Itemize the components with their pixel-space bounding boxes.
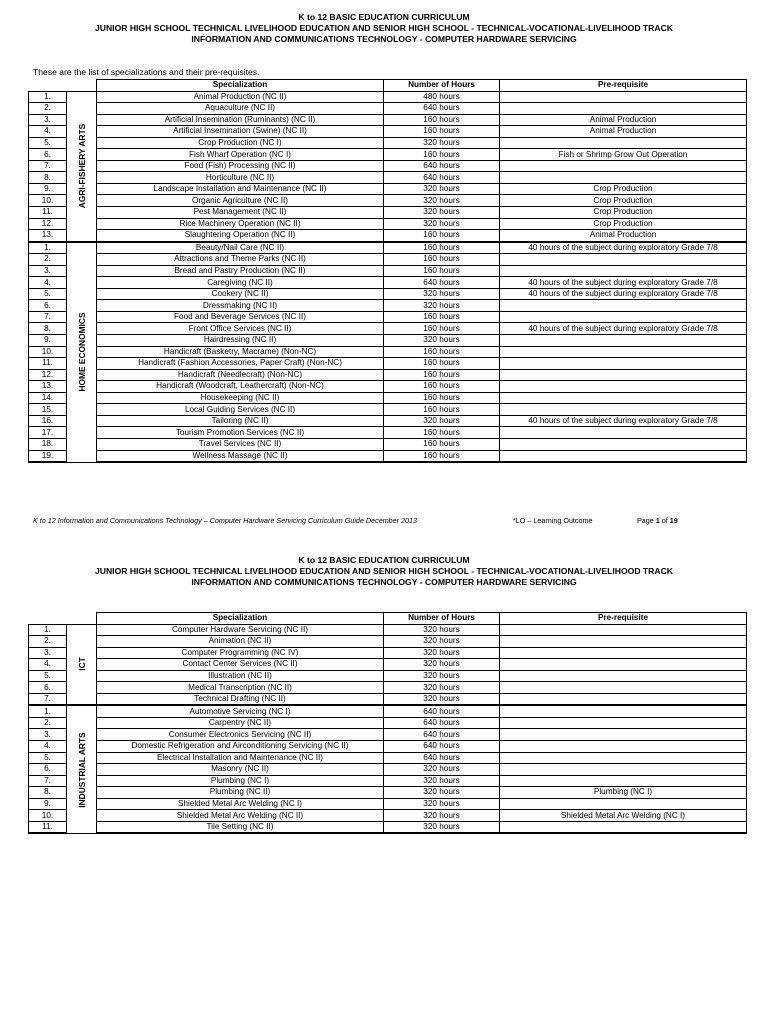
page-current: 1 (655, 516, 660, 525)
specialization-cell: Carpentry (NC II) (97, 717, 384, 729)
prerequisite-cell: Plumbing (NC I) (500, 787, 747, 799)
hours-cell: 320 hours (384, 137, 500, 149)
hours-cell: 320 hours (384, 415, 500, 427)
row-number: 19. (29, 450, 67, 462)
specialization-cell: Front Office Services (NC II) (97, 323, 384, 335)
specialization-cell: Handicraft (Needlecraft) (Non-NC) (97, 369, 384, 381)
hours-cell: 160 hours (384, 230, 500, 242)
hours-cell: 320 hours (384, 821, 500, 833)
row-number: 5. (29, 670, 67, 682)
hours-cell: 640 hours (384, 729, 500, 741)
specialization-cell: Food (Fish) Processing (NC II) (97, 160, 384, 172)
row-number: 7. (29, 311, 67, 323)
row-number: 1. (29, 91, 67, 103)
row-number: 6. (29, 300, 67, 312)
prerequisite-cell (500, 717, 747, 729)
specialization-cell: Contact Center Services (NC II) (97, 659, 384, 671)
specialization-cell: Animal Production (NC II) (97, 91, 384, 103)
table-row (29, 729, 747, 741)
row-number: 4. (29, 277, 67, 289)
prerequisite-cell: Fish or Shrimp Grow Out Operation (500, 149, 747, 161)
specialization-cell: Food and Beverage Services (NC II) (97, 311, 384, 323)
hours-cell: 320 hours (384, 810, 500, 822)
prerequisite-cell (500, 705, 747, 717)
specialization-cell: Rice Machinery Operation (NC II) (97, 218, 384, 230)
hours-cell: 640 hours (384, 705, 500, 717)
specialization-cell: Slaughtering Operation (NC II) (97, 230, 384, 242)
specialization-cell: Hairdressing (NC II) (97, 335, 384, 347)
prerequisite-cell: Crop Production (500, 207, 747, 219)
row-number: 12. (29, 369, 67, 381)
prerequisite-cell (500, 636, 747, 648)
prerequisite-cell: Crop Production (500, 183, 747, 195)
hours-cell: 320 hours (384, 647, 500, 659)
prerequisite-cell (500, 729, 747, 741)
category-cell (67, 624, 97, 705)
row-number: 1. (29, 705, 67, 717)
prerequisite-cell: 40 hours of the subject during exploratory Grade 7/8 (500, 277, 747, 289)
header-line-1: K to 12 BASIC EDUCATION CURRICULUM (298, 555, 470, 565)
table-row (29, 752, 747, 764)
specialization-cell: Tourism Promotion Services (NC II) (97, 427, 384, 439)
page-of: of (659, 516, 670, 525)
hours-cell: 160 hours (384, 254, 500, 266)
prerequisite-cell: 40 hours of the subject during exploratory Grade 7/8 (500, 415, 747, 427)
category-cell (67, 705, 97, 833)
hours-cell: 320 hours (384, 195, 500, 207)
hours-cell: 160 hours (384, 126, 500, 138)
row-number: 2. (29, 717, 67, 729)
specialization-cell: Local Guiding Services (NC II) (97, 404, 384, 416)
row-number: 8. (29, 172, 67, 184)
specialization-cell: Handicraft (Basketry, Macrame) (Non-NC) (97, 346, 384, 358)
row-number: 17. (29, 427, 67, 439)
specialization-cell: Shielded Metal Arc Welding (NC II) (97, 810, 384, 822)
specialization-cell: Medical Transcription (NC II) (97, 682, 384, 694)
row-number: 10. (29, 195, 67, 207)
table-row (29, 810, 747, 822)
document-header-page-2 (0, 555, 768, 588)
hours-cell: 320 hours (384, 207, 500, 219)
specialization-cell: Landscape Installation and Maintenance (NC II) (97, 183, 384, 195)
table-row (29, 682, 747, 694)
prerequisite-cell (500, 624, 747, 636)
row-number: 7. (29, 775, 67, 787)
row-number: 5. (29, 137, 67, 149)
specialization-cell: Computer Programming (NC IV) (97, 647, 384, 659)
row-number: 4. (29, 659, 67, 671)
prerequisite-cell (500, 741, 747, 753)
hours-cell: 320 hours (384, 300, 500, 312)
row-number: 3. (29, 265, 67, 277)
specialization-cell: Artificial Insemination (Swine) (NC II) (97, 126, 384, 138)
row-number: 3. (29, 729, 67, 741)
row-number: 7. (29, 160, 67, 172)
row-number: 3. (29, 114, 67, 126)
row-number: 5. (29, 288, 67, 300)
column-header-hours: Number of Hours (384, 613, 500, 625)
prerequisite-cell: 40 hours of the subject during exploratory Grade 7/8 (500, 242, 747, 254)
hours-cell: 320 hours (384, 288, 500, 300)
table-header-row (29, 613, 747, 625)
hours-cell: 160 hours (384, 358, 500, 370)
row-number: 10. (29, 810, 67, 822)
table-row (29, 717, 747, 729)
specialization-cell: Attractions and Theme Parks (NC II) (97, 254, 384, 266)
row-number: 2. (29, 103, 67, 115)
hours-cell: 160 hours (384, 346, 500, 358)
specialization-cell: Masonry (NC II) (97, 764, 384, 776)
table-row (29, 787, 747, 799)
hours-cell: 320 hours (384, 659, 500, 671)
hours-cell: 320 hours (384, 682, 500, 694)
hours-cell: 640 hours (384, 172, 500, 184)
table-row (29, 741, 747, 753)
header-line-2: JUNIOR HIGH SCHOOL TECHNICAL LIVELIHOOD EDUCATION AND SENIOR HIGH SCHOOL - TECHNICAL-VOCATIONAL-LIVELIHOOD TRACK (94, 23, 673, 33)
specialization-cell: Horticulture (NC II) (97, 172, 384, 184)
column-header-prerequisite: Pre-requisite (500, 613, 747, 625)
row-number: 7. (29, 693, 67, 705)
table-row (29, 636, 747, 648)
hours-cell: 640 hours (384, 103, 500, 115)
prerequisite-cell (500, 647, 747, 659)
hours-cell: 160 hours (384, 427, 500, 439)
row-number: 4. (29, 741, 67, 753)
specialization-table-2 (28, 612, 747, 834)
row-number: 1. (29, 624, 67, 636)
row-number: 3. (29, 647, 67, 659)
footer-learning-outcome-note: *LO – Learning Outcome (513, 516, 593, 525)
footer-guide-title: K to 12 Information and Communications Technology – Computer Hardware Servicing Curriculum Guide December 2013 (33, 516, 418, 525)
table-row (29, 670, 747, 682)
specialization-cell: Bread and Pastry Production (NC II) (97, 265, 384, 277)
specialization-cell: Illustration (NC II) (97, 670, 384, 682)
row-number: 10. (29, 346, 67, 358)
table-row (29, 798, 747, 810)
prerequisite-cell: Animal Production (500, 114, 747, 126)
specialization-cell: Wellness Massage (NC II) (97, 450, 384, 462)
hours-cell: 160 hours (384, 242, 500, 254)
table-row (29, 775, 747, 787)
row-number: 6. (29, 149, 67, 161)
table-row (29, 624, 747, 636)
prerequisite-cell: Crop Production (500, 218, 747, 230)
specialization-cell: Tile Setting (NC II) (97, 821, 384, 833)
table-row (29, 705, 747, 717)
row-number: 9. (29, 335, 67, 347)
hours-cell: 320 hours (384, 670, 500, 682)
row-number: 4. (29, 126, 67, 138)
specialization-cell: Computer Hardware Servicing (NC II) (97, 624, 384, 636)
prerequisite-cell (500, 764, 747, 776)
prerequisite-cell (500, 821, 747, 833)
specialization-cell: Crop Production (NC I) (97, 137, 384, 149)
hours-cell: 640 hours (384, 741, 500, 753)
hours-cell: 320 hours (384, 764, 500, 776)
specialization-cell: Pest Management (NC II) (97, 207, 384, 219)
specialization-cell: Domestic Refrigeration and Airconditioning Servicing (NC II) (97, 741, 384, 753)
specialization-cell: Technical Drafting (NC II) (97, 693, 384, 705)
intro-text: These are the list of specializations and their pre-requisites. (33, 67, 260, 77)
header-line-3: INFORMATION AND COMMUNICATIONS TECHNOLOGY - COMPUTER HARDWARE SERVICING (191, 577, 577, 587)
prerequisite-cell (500, 682, 747, 694)
row-number: 8. (29, 787, 67, 799)
prerequisite-cell: Shielded Metal Arc Welding (NC I) (500, 810, 747, 822)
hours-cell: 160 hours (384, 265, 500, 277)
category-label: HOME ECONOMICS (76, 312, 87, 392)
table-row (29, 659, 747, 671)
specialization-cell: Artificial Insemination (Ruminants) (NC II) (97, 114, 384, 126)
hours-cell: 160 hours (384, 450, 500, 462)
table-row (29, 693, 747, 705)
row-number: 12. (29, 218, 67, 230)
hours-cell: 160 hours (384, 149, 500, 161)
column-header-specialization: Specialization (97, 80, 384, 92)
specialization-cell: Travel Services (NC II) (97, 438, 384, 450)
hours-cell: 640 hours (384, 277, 500, 289)
specialization-cell: Tailoring (NC II) (97, 415, 384, 427)
row-number: 2. (29, 636, 67, 648)
hours-cell: 320 hours (384, 693, 500, 705)
row-number: 6. (29, 764, 67, 776)
row-number: 13. (29, 230, 67, 242)
table-row (29, 821, 747, 833)
prerequisite-cell: Animal Production (500, 126, 747, 138)
prerequisite-cell: Crop Production (500, 195, 747, 207)
table-2-body (29, 624, 747, 833)
specialization-cell: Cookery (NC II) (97, 288, 384, 300)
row-number: 14. (29, 392, 67, 404)
specialization-cell: Caregiving (NC II) (97, 277, 384, 289)
hours-cell: 320 hours (384, 218, 500, 230)
row-number: 8. (29, 323, 67, 335)
header-blank-cell (29, 613, 97, 625)
table-row (29, 764, 747, 776)
specialization-cell: Plumbing (NC II) (97, 787, 384, 799)
row-number: 2. (29, 254, 67, 266)
specialization-cell: Shielded Metal Arc Welding (NC I) (97, 798, 384, 810)
hours-cell: 480 hours (384, 91, 500, 103)
column-header-specialization: Specialization (97, 613, 384, 625)
prerequisite-cell: 40 hours of the subject during exploratory Grade 7/8 (500, 288, 747, 300)
prerequisite-cell (500, 752, 747, 764)
header-line-3: INFORMATION AND COMMUNICATIONS TECHNOLOGY - COMPUTER HARDWARE SERVICING (191, 34, 577, 44)
hours-cell: 160 hours (384, 369, 500, 381)
column-header-prerequisite: Pre-requisite (500, 80, 747, 92)
row-number: 11. (29, 821, 67, 833)
prerequisite-cell: 40 hours of the subject during exploratory Grade 7/8 (500, 323, 747, 335)
prerequisite-cell (500, 798, 747, 810)
row-number: 11. (29, 358, 67, 370)
specialization-cell: Automotive Servicing (NC I) (97, 705, 384, 717)
category-label: INDUSTRIAL ARTS (76, 731, 87, 808)
specialization-cell: Handicraft (Fashion Accessories, Paper Craft) (Non-NC) (97, 358, 384, 370)
specialization-cell: Electrical Installation and Maintenance (NC II) (97, 752, 384, 764)
hours-cell: 640 hours (384, 752, 500, 764)
hours-cell: 320 hours (384, 636, 500, 648)
hours-cell: 160 hours (384, 311, 500, 323)
category-label: AGRI-FISHERY ARTS (76, 123, 87, 209)
hours-cell: 160 hours (384, 323, 500, 335)
specialization-cell: Fish Wharf Operation (NC I) (97, 149, 384, 161)
specialization-cell: Animation (NC II) (97, 636, 384, 648)
category-label: ICT (76, 657, 87, 672)
specialization-cell: Housekeeping (NC II) (97, 392, 384, 404)
row-number: 9. (29, 798, 67, 810)
hours-cell: 320 hours (384, 624, 500, 636)
hours-cell: 320 hours (384, 183, 500, 195)
row-number: 1. (29, 242, 67, 254)
row-number: 16. (29, 415, 67, 427)
prerequisite-cell (500, 693, 747, 705)
page-prefix: Page (637, 516, 656, 525)
hours-cell: 320 hours (384, 335, 500, 347)
hours-cell: 640 hours (384, 717, 500, 729)
specialization-cell: Dressmaking (NC II) (97, 300, 384, 312)
row-number: 11. (29, 207, 67, 219)
row-number: 13. (29, 381, 67, 393)
hours-cell: 160 hours (384, 114, 500, 126)
specialization-cell: Organic Agriculture (NC II) (97, 195, 384, 207)
header-line-2: JUNIOR HIGH SCHOOL TECHNICAL LIVELIHOOD EDUCATION AND SENIOR HIGH SCHOOL - TECHNICAL-VOCATIONAL-LIVELIHOOD TRACK (94, 566, 673, 576)
hours-cell: 320 hours (384, 775, 500, 787)
row-number: 9. (29, 183, 67, 195)
row-number: 18. (29, 438, 67, 450)
hours-cell: 160 hours (384, 404, 500, 416)
hours-cell: 160 hours (384, 381, 500, 393)
hours-cell: 320 hours (384, 798, 500, 810)
specialization-cell: Aquaculture (NC II) (97, 103, 384, 115)
row-number: 15. (29, 404, 67, 416)
table-row (29, 647, 747, 659)
row-number: 6. (29, 682, 67, 694)
page-total: 19 (669, 516, 678, 525)
hours-cell: 160 hours (384, 438, 500, 450)
column-header-hours: Number of Hours (384, 80, 500, 92)
specialization-cell: Beauty/Nail Care (NC II) (97, 242, 384, 254)
hours-cell: 320 hours (384, 787, 500, 799)
specialization-cell: Plumbing (NC I) (97, 775, 384, 787)
prerequisite-cell (500, 670, 747, 682)
header-line-1: K to 12 BASIC EDUCATION CURRICULUM (298, 12, 470, 22)
specialization-cell: Consumer Electronics Servicing (NC II) (97, 729, 384, 741)
specialization-cell: Handicraft (Woodcraft, Leathercraft) (Non-NC) (97, 381, 384, 393)
hours-cell: 160 hours (384, 392, 500, 404)
hours-cell: 640 hours (384, 160, 500, 172)
prerequisite-cell (500, 775, 747, 787)
prerequisite-cell: Animal Production (500, 230, 747, 242)
row-number: 5. (29, 752, 67, 764)
prerequisite-cell (500, 659, 747, 671)
